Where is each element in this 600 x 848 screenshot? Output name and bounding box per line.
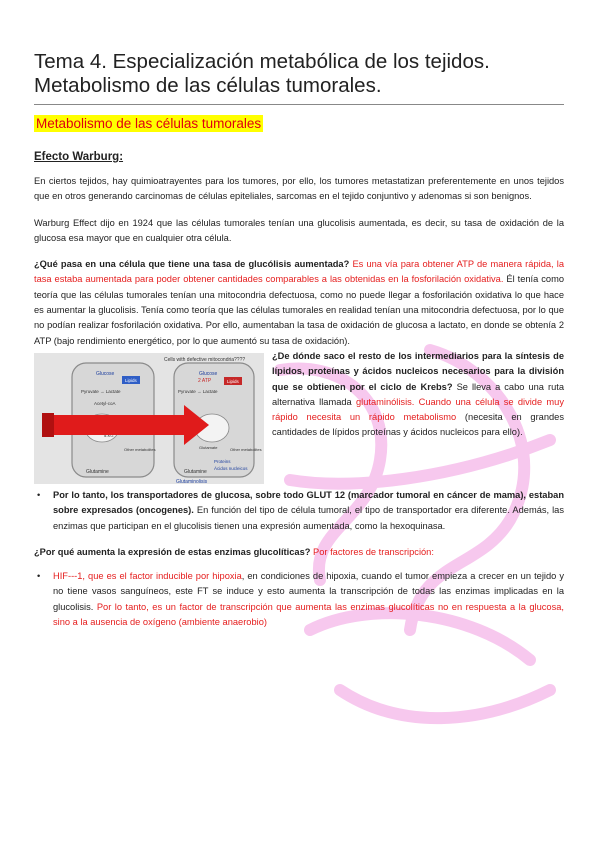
title-line-2: Metabolismo de las células tumorales. (34, 74, 382, 97)
paragraph-glucolisis-question (34, 257, 564, 349)
bullet-list-hif (34, 569, 564, 630)
paragraph-mitocondria: Él tenía como teoría que las células tumorales tenían una mitocondria defectuosa, como no puede llegar a fosforilación oxidativa lo que hace es aumentar la glucolisis. Tenía como teoría que las células tumorales en realidad tenían una mitocondria defectuosa, por lo que no podían realizar fosforilación oxidativa. Por ello, aumentaban la tasa de oxidación de glucosa a lactato, en donde se obtenía 2 ATP (bajo rendimiento energético, por lo que aumentó su tasa de oxidación). (34, 274, 564, 346)
text-hif1-red: HIF---1, que es el factor inducible por hipoxia (53, 571, 242, 582)
label-akg: α-KG (104, 432, 114, 438)
answer-red-atp: Es una vía para obtener ATP de manera rápida, la tasa estaba aumentada para poder obtener cantidades comparables a las obtenidas en la fosforilación oxidativa. (34, 259, 565, 285)
label-glucose-right: Glucose (199, 370, 218, 377)
text-conclusion-red: Por lo tanto, es un factor de transcripción que aumenta las enzimas glucolíticas no en respuesta a la glucosa, sino a la ausencia de oxígeno (ambiente anaerobio) (53, 601, 565, 628)
text-ruta-alternativa: Se lleva a cabo una ruta alternativa llamada (272, 381, 565, 407)
label-lipids-right: Lipids (227, 378, 239, 384)
bullet-list-glut (34, 488, 564, 534)
paragraph-quimioatrayentes: En ciertos tejidos, hay quimioatrayentes para los tumores, por ello, los tumores metastatizan preferentemente en unos tejidos que en otros generando carcinomas de células epiteliales, sarcomas en el tejido conjuntivo y adenomas si son benignos. (34, 176, 564, 202)
title-line-1: Tema 4. Especialización metabólica de los tejidos. (34, 50, 490, 73)
metabolism-figure (34, 353, 264, 484)
answer-factores: Por factores de transcripción: (313, 546, 434, 557)
label-2atp: 2 ATP (198, 377, 212, 384)
paragraph-warburg: Warburg Effect dijo en 1924 que las células tumorales tenían una glucolisis aumentada, es decir, su tasa de oxidación de la glucosa esa mayor que en cualquier otra célula. (34, 217, 564, 243)
text-hipoxia: , en condiciones de hipoxia, cuando el tumor empieza a crecer en un tejido y no tiene vasos sanguíneos, este FT se induce y esto aumenta la transcripción de todas las enzimas implicadas en la glucolisis. (53, 571, 564, 612)
document-page (34, 50, 564, 630)
label-glutamine-right: Glutamine (184, 468, 207, 475)
label-glucose-left: Glucose (96, 370, 115, 377)
figure-title: Cells with defective mitocondria???? (164, 356, 246, 363)
label-glutamate: Glutamate (199, 444, 218, 450)
list-item (34, 488, 564, 534)
arrow-tail (42, 413, 54, 437)
subheading-efecto-warburg: Efecto Warburg: (34, 151, 124, 163)
document-title (34, 50, 564, 98)
bullet-icon: • (37, 489, 41, 500)
label-glutaminolisis: Glutaminolisis (176, 478, 208, 484)
text-glut12-bold: Por lo tanto, los transportadores de glucosa, sobre todo GLUT 12 (marcador tumoral en cáncer de mama), estaban sobre expresados (oncogenes). (53, 489, 564, 516)
paragraph-enzimas-question (34, 545, 564, 560)
question-glucolisis: ¿Qué pasa en una célula que tiene una tasa de glucólisis aumentada? (34, 259, 350, 270)
text-transportador: En función del tipo de célula tumoral, el tipo de transportador era diferente. Además, las enzimas que participan en el glucolisis tienen una expresión aumentada, como la hexoquinasa. (53, 505, 564, 531)
label-other-right: Other metabolites (230, 446, 262, 452)
label-proteins: Proteins (214, 458, 231, 464)
bullet-icon: • (37, 571, 41, 582)
label-nucleic-acids: Ácidos nucleicos (214, 465, 248, 471)
label-pyruvate-left: Pyruvate → Lactate (81, 388, 121, 394)
text-glutaminolisis-red: glutaminólisis. Cuando una célula se divide muy rápido necesita un rápido metabolismo (272, 396, 564, 423)
section-title: Metabolismo de las células tumorales (36, 116, 262, 131)
title-divider (34, 104, 564, 105)
label-glutamine-left: Glutamine (86, 468, 109, 475)
list-item (34, 569, 564, 630)
label-acetyl-coa: Acetyl-coA (94, 400, 116, 406)
text-necesita: (necesita en grandes cantidades de lípidos proteínas y ácidos nucleicos para ello). (272, 412, 564, 438)
question-enzimas: ¿Por qué aumenta la expresión de estas enzimas glucolíticas? (34, 546, 311, 557)
label-other-left: Other metabolites (124, 446, 156, 452)
question-intermediarios: ¿De dónde saco el resto de los intermediarios para la síntesis de lípidos, proteínas y ácidos nucleicos necesarios para la división que se obtienen por el ciclo de Krebs? (272, 350, 564, 392)
label-pyruvate-right: Pyruvate → Lactate (178, 388, 218, 394)
label-lipids-left: Lipids (125, 377, 137, 383)
